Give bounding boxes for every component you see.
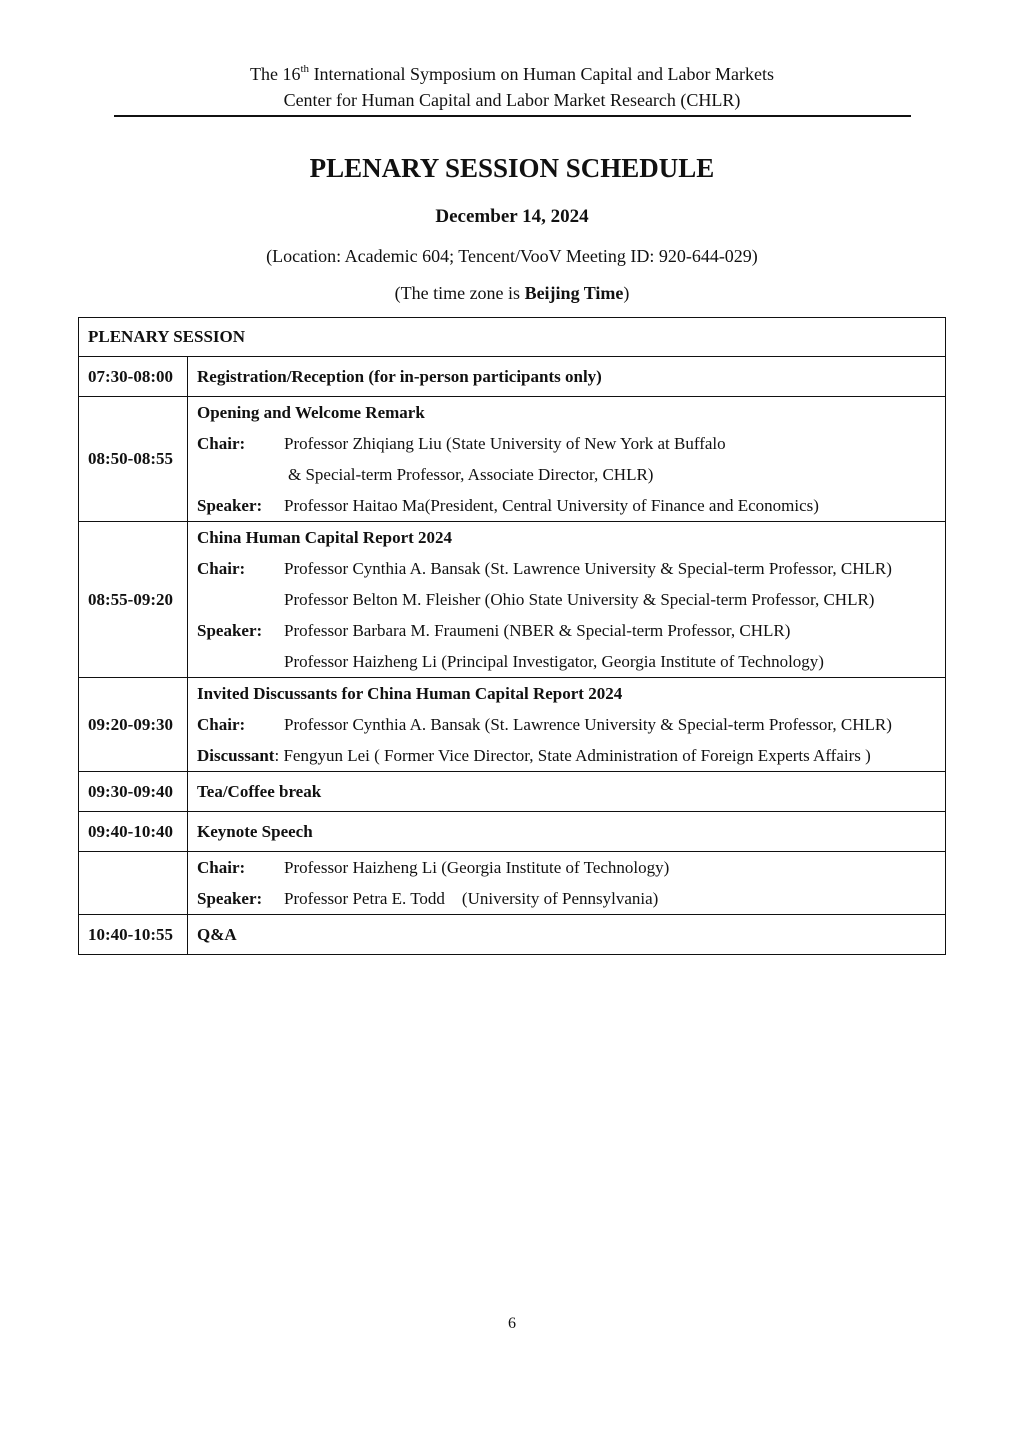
chair-line-2 xyxy=(197,584,936,615)
session-title: Keynote Speech xyxy=(197,821,313,841)
chair-name: Professor Belton M. Fleisher (Ohio State University & Special-term Professor, CHLR) xyxy=(284,590,875,609)
schedule-date: December 14, 2024 xyxy=(435,206,589,227)
speaker-label: Speaker: xyxy=(197,889,263,908)
table-heading-text: PLENARY SESSION xyxy=(88,327,246,346)
session-cell xyxy=(188,357,946,397)
chair-name: Professor Haizheng Li (Georgia Institute of Technology) xyxy=(284,858,670,877)
discussant-line xyxy=(197,740,936,771)
table-row xyxy=(79,522,946,678)
chair-name: Professor Cynthia A. Bansak (St. Lawrence University & Special-term Professor, CHLR) xyxy=(284,715,892,734)
speaker-line xyxy=(197,883,936,914)
session-title: Registration/Reception (for in-person participants only) xyxy=(197,366,602,386)
page-number: 6 xyxy=(508,1315,516,1332)
table-row xyxy=(79,852,946,915)
chair-line xyxy=(197,852,936,883)
table-row xyxy=(79,678,946,772)
chair-name: Professor Zhiqiang Liu (State University of New York at Buffalo xyxy=(284,434,726,453)
session-title: Invited Discussants for China Human Capital Report 2024 xyxy=(197,684,623,703)
timezone-note xyxy=(0,280,1024,306)
session-cell xyxy=(188,812,946,852)
speaker-name: Professor Haitao Ma(President, Central University of Finance and Economics) xyxy=(284,496,819,515)
table-heading xyxy=(79,318,946,357)
timezone-suffix: ) xyxy=(623,283,630,303)
chair-name: Professor Cynthia A. Bansak (St. Lawrence University & Special-term Professor, CHLR) xyxy=(284,559,892,578)
time-cell: 07:30-08:00 xyxy=(79,357,188,397)
session-cell xyxy=(188,852,946,915)
speaker-line xyxy=(197,490,936,521)
time-cell: 09:30-09:40 xyxy=(79,772,188,812)
chair-line xyxy=(197,709,936,740)
chair-affiliation: & Special-term Professor, Associate Director, CHLR) xyxy=(288,465,654,484)
chair-line xyxy=(197,553,936,584)
speaker-line-2 xyxy=(197,646,936,677)
session-cell xyxy=(188,522,946,678)
chair-line-continued xyxy=(197,459,936,490)
chair-label: Chair: xyxy=(197,715,246,734)
time-cell: 08:55-09:20 xyxy=(79,522,188,678)
speaker-line xyxy=(197,615,936,646)
header-ordinal-suffix: th xyxy=(300,63,310,75)
time-cell: 08:50-08:55 xyxy=(79,397,188,522)
discussant-name: : Fengyun Lei ( Former Vice Director, State Administration of Foreign Experts Affairs ) xyxy=(274,746,871,765)
speaker-name: Professor Petra E. Todd (University of Pennsylvania) xyxy=(284,889,659,908)
time-cell: 10:40-10:55 xyxy=(79,915,188,955)
timezone-name: Beijing Time xyxy=(524,283,624,303)
timezone-prefix: (The time zone is xyxy=(394,283,525,303)
header-line1-text: The 16 xyxy=(250,64,301,84)
session-title: China Human Capital Report 2024 xyxy=(197,528,453,547)
table-row xyxy=(79,915,946,955)
session-title: Q&A xyxy=(197,924,237,944)
header-line1-rest: International Symposium on Human Capital and Labor Markets xyxy=(309,64,774,84)
speaker-label: Speaker: xyxy=(197,496,263,515)
session-title: Opening and Welcome Remark xyxy=(197,403,425,422)
location-info: (Location: Academic 604; Tencent/VooV Meeting ID: 920-644-029) xyxy=(266,246,758,266)
session-cell xyxy=(188,678,946,772)
discussant-label: Discussant xyxy=(197,746,275,765)
speaker-name: Professor Haizheng Li (Principal Investigator, Georgia Institute of Technology) xyxy=(284,652,824,671)
schedule-table xyxy=(78,317,946,955)
session-title: Tea/Coffee break xyxy=(197,781,322,801)
chair-label: Chair: xyxy=(197,434,246,453)
chair-label: Chair: xyxy=(197,858,246,877)
speaker-label: Speaker: xyxy=(197,621,263,640)
table-heading-row xyxy=(79,318,946,357)
session-cell xyxy=(188,772,946,812)
time-cell: 09:40-10:40 xyxy=(79,812,188,852)
table-row xyxy=(79,397,946,522)
chair-label: Chair: xyxy=(197,559,246,578)
table-row xyxy=(79,772,946,812)
time-cell: 09:20-09:30 xyxy=(79,678,188,772)
session-cell xyxy=(188,397,946,522)
time-cell xyxy=(79,852,188,915)
session-cell xyxy=(188,915,946,955)
speaker-name: Professor Barbara M. Fraumeni (NBER & Special-term Professor, CHLR) xyxy=(284,621,791,640)
page-title: PLENARY SESSION SCHEDULE xyxy=(309,153,715,183)
header-center-name: Center for Human Capital and Labor Market Research (CHLR) xyxy=(283,90,741,110)
table-row xyxy=(79,357,946,397)
table-row xyxy=(79,812,946,852)
header-symposium-title xyxy=(0,61,1024,87)
chair-line xyxy=(197,428,936,459)
header-divider xyxy=(114,115,911,117)
